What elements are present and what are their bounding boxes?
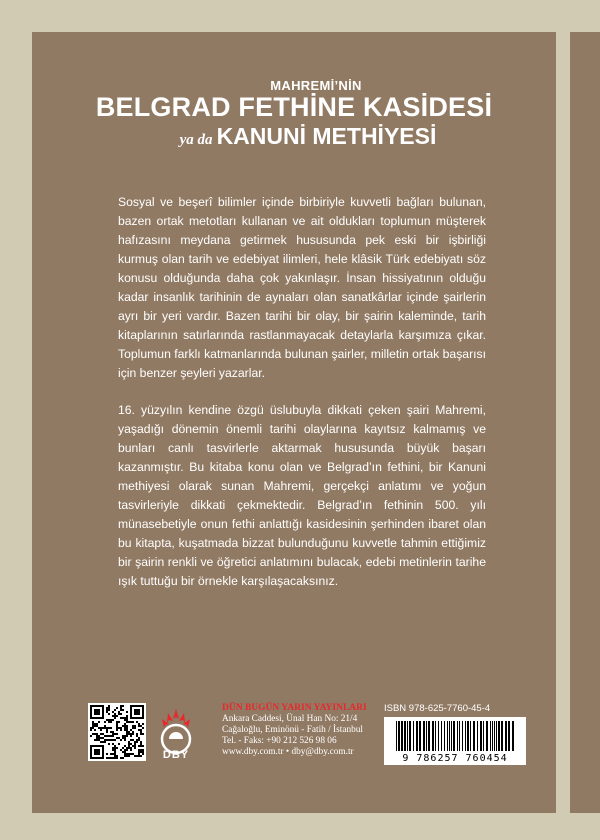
publisher-logo <box>156 705 196 763</box>
barcode-digits: 9 786257 760454 <box>402 753 508 764</box>
isbn-label: ISBN 978-625-7760-45-4 <box>384 703 491 714</box>
footer <box>88 703 528 775</box>
book-title: BELGRAD FETHİNE KASİDESİ <box>95 92 493 122</box>
connector-text: ya da <box>179 132 213 148</box>
barcode <box>384 717 526 765</box>
back-cover <box>32 32 556 813</box>
publisher-info <box>222 703 367 758</box>
blurb-paragraph-1: Sosyal ve beşerî bilimler içinde birbiriyle kuvvetli bağları bulunan, bazen ortak metotları kullanan ve ait oldukları toplumun müşterek hafızasını meydana getirmek hususunda pek eski bir işbirliği kurmuş olan tarih ve edebiyat ilimleri, hele klâsik Türk edebiyatı söz konusu olduğunda daha çok yakınlaşır. İnsan hissiyatının olduğu kadar insanlık tarihinin de aynaları olan sanatkârlar içinde şairlerin ayrı bir yeri vardır. Bazen tarihi bir olay, bir şairin kaleminde, tarih kitaplarının satırlarında rastlanmayacak detaylarla karşımıza çıkar. Toplumun farklı katmanlarında bulunan şairler, milletin ortak başarısı için benzer şeyleri yazarlar. <box>118 195 486 380</box>
publisher-name: DÜN BUGÜN YARIN YAYINLARI <box>222 703 367 713</box>
qr-code-icon[interactable] <box>88 703 146 761</box>
author-line: MAHREMİ’NİN <box>270 78 362 93</box>
adjacent-cover-edge <box>570 32 600 813</box>
publisher-phone: Tel. - Faks: +90 212 526 98 06 <box>222 736 337 746</box>
publisher-web[interactable]: www.dby.com.tr • dby@dby.com.tr <box>222 747 354 757</box>
blurb-paragraph-2: 16. yüzyılın kendine özgü üslubuyla dikkati çeken şairi Mahremi, yaşadığı dönemin önemli tarihi olaylarına kayıtsız kalmamış ve bunları canlı tasvirlerle aktarmak hususunda büyük başarı kazanmıştır. Bu kitaba konu olan ve Belgrad’ın fethini, bir Kanuni methiyesi olarak sunan Mahremi, gerçekçi anlatımı ve yoğun tasvirleriyle dikkati çekmektedir. Belgrad’ın fethinin 500. yılı münasebetiyle onun fethi anlattığı kasidesinin şerhinden ibaret olan bu kitapta, kuşatmada bizzat bulunduğunu kuvvetle tahmin ettiğimiz bir şairin renkli ve öğretici anlatımını bulacak, edebi metinlerin tarihe ışık tuttuğu bir örnekle karşılaşacaksınız. <box>118 403 486 588</box>
title-block <box>32 78 556 150</box>
subtitle-line <box>60 123 556 150</box>
logo-text: DBY <box>162 749 190 761</box>
publisher-address-2: Cağaloğlu, Eminönü - Fatih / İstanbul <box>222 725 363 735</box>
book-subtitle: KANUNİ METHİYESİ <box>216 123 437 149</box>
publisher-address-1: Ankara Caddesi, Ünal Han No: 21/4 <box>222 714 358 724</box>
